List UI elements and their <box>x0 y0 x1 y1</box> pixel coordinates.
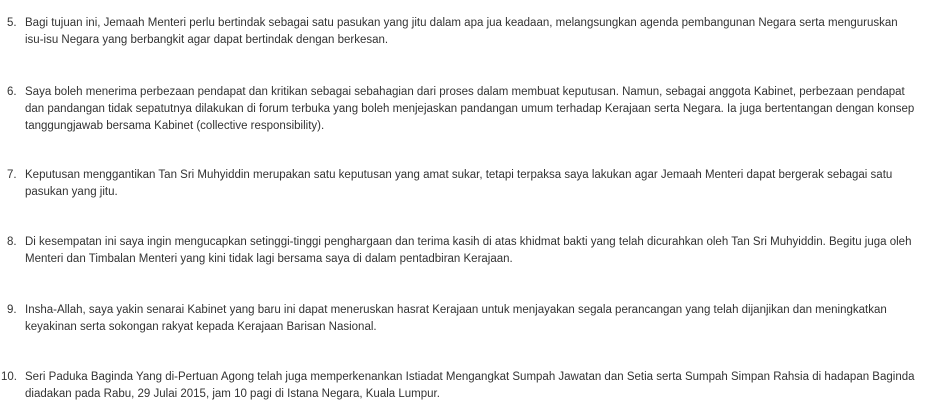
paragraph-line: Keputusan menggantikan Tan Sri Muhyiddin merupakan satu keputusan yang amat sukar, tetapi terpaksa saya lakukan agar Jemaah Menteri dapat bergerak sebagai satu <box>25 169 893 181</box>
paragraph-5 <box>0 15 936 49</box>
paragraph-line: Seri Paduka Baginda Yang di-Pertuan Agong telah juga memperkenankan Istiadat Mengangkat Sumpah Jawatan dan Setia serta Sumpah Simpan Rahsia di hadapan Baginda <box>25 371 915 383</box>
paragraph-6 <box>0 84 936 135</box>
paragraph-line: keyakinan serta sokongan rakyat kepada Kerajaan Barisan Nasional. <box>25 321 377 333</box>
paragraph-text <box>25 369 936 403</box>
paragraph-line: isu-isu Negara yang berbangkit agar dapat bertindak dengan berkesan. <box>25 34 389 46</box>
paragraph-line: Di kesempatan ini saya ingin mengucapkan setinggi-tinggi penghargaan dan terima kasih di atas khidmat bakti yang telah dicurahkan oleh Tan Sri Muhyiddin. Begitu juga oleh <box>25 236 912 248</box>
paragraph-text <box>25 167 936 201</box>
paragraph-10 <box>0 369 936 403</box>
paragraph-text <box>25 234 936 268</box>
paragraph-line: pasukan yang jitu. <box>25 186 118 198</box>
paragraph-number: 8. <box>7 236 17 248</box>
paragraph-number: 7. <box>7 169 17 181</box>
paragraph-line: Saya boleh menerima perbezaan pendapat dan kritikan sebagai sebahagian dari proses dalam membuat keputusan. Namun, sebagai anggota Kabinet, perbezaan pendapat <box>25 86 905 98</box>
paragraph-text <box>25 84 936 135</box>
paragraph-line: Insha-Allah, saya yakin senarai Kabinet yang baru ini dapat meneruskan hasrat Kerajaan untuk menjayakan segala perancangan yang telah dijanjikan dan meningkatkan <box>25 304 887 316</box>
paragraph-number: 10. <box>1 371 17 383</box>
paragraph-8 <box>0 234 936 268</box>
paragraph-9 <box>0 302 936 336</box>
paragraph-text <box>25 302 936 336</box>
paragraph-number: 5. <box>7 17 17 29</box>
paragraph-line: dan pandangan tidak sepatutnya dilakukan di forum terbuka yang boleh menjejaskan pandangan umum terhadap Kerajaan serta Negara. Ia juga bertentangan dengan konsep <box>25 103 915 115</box>
paragraph-number: 6. <box>7 86 17 98</box>
paragraph-text <box>25 15 936 49</box>
paragraph-line: diadakan pada Rabu, 29 Julai 2015, jam 10 pagi di Istana Negara, Kuala Lumpur. <box>25 388 440 400</box>
paragraph-line: Menteri dan Timbalan Menteri yang kini tidak lagi bersama saya di dalam pentadbiran Kerajaan. <box>25 253 513 265</box>
paragraph-7 <box>0 167 936 201</box>
paragraph-line: Bagi tujuan ini, Jemaah Menteri perlu bertindak sebagai satu pasukan yang jitu dalam apa jua keadaan, melangsungkan agenda pembangunan Negara serta menguruskan <box>25 17 898 29</box>
paragraph-line: tanggungjawab bersama Kabinet (collective responsibility). <box>25 120 325 132</box>
paragraph-number: 9. <box>7 304 17 316</box>
